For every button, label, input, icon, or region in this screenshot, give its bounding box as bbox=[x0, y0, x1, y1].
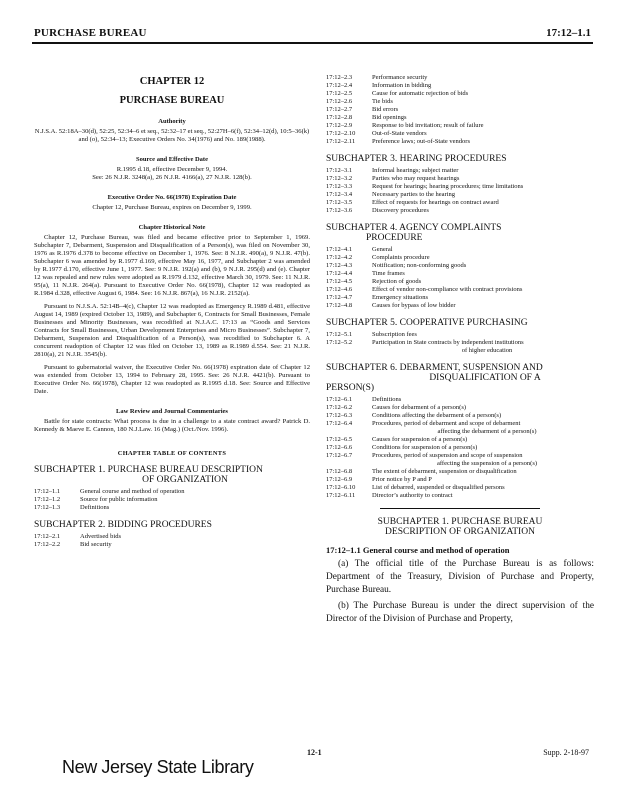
chapter-title: PURCHASE BUREAU bbox=[119, 95, 225, 106]
toc-subchapter-3-heading: SUBCHAPTER 3. HEARING PROCEDURES bbox=[326, 154, 507, 164]
list-item: 17:12–2.1 Advertised bids bbox=[34, 533, 121, 540]
body-subchapter-1-heading: SUBCHAPTER 1. PURCHASE BUREAU DESCRIPTION OF ORGANIZATION bbox=[377, 517, 543, 537]
eo-heading: Executive Order No. 66(1978) Expiration Date bbox=[107, 194, 237, 201]
paragraph-a: (a) The official title of the Purchase Bureau is as follows: Department of the Treasury, Division of Purchase and Property, Purchase Bureau. bbox=[326, 559, 594, 595]
toc-subchapter-2-continued bbox=[326, 74, 594, 146]
list-item: 17:12–6.8 The extent of debarment, suspension or disqualification bbox=[326, 468, 517, 475]
list-item: 17:12–4.6 Effect of vendor non-compliance with contract provisions bbox=[326, 286, 523, 293]
list-item: 17:12–5.1 Subscription fees bbox=[326, 331, 417, 338]
list-item: 17:12–6.9 Prior notice by P and P bbox=[326, 476, 432, 483]
toc-subchapter-1-list bbox=[34, 488, 310, 512]
list-item: 17:12–4.1 General bbox=[326, 246, 393, 253]
list-item: 17:12–2.11 Preference laws; out-of-State vendors bbox=[326, 138, 471, 145]
chapter-number: CHAPTER 12 bbox=[139, 76, 205, 87]
list-item: 17:12–4.2 Complaints procedure bbox=[326, 254, 430, 261]
toc-heading: CHAPTER TABLE OF CONTENTS bbox=[117, 450, 227, 457]
list-item: 17:12–4.8 Causes for bypass of low bidder bbox=[326, 302, 456, 309]
list-item: 17:12–6.6 Conditions for suspension of a person(s) bbox=[326, 444, 478, 451]
list-item: 17:12–1.2 Source for public information bbox=[34, 496, 158, 503]
running-head-title: PURCHASE BUREAU bbox=[34, 27, 147, 39]
library-stamp: New Jersey State Library bbox=[62, 757, 254, 777]
list-item: 17:12–3.2 Parties who may request hearings bbox=[326, 175, 460, 182]
list-item: 17:12–6.10 List of debarred, suspended or disqualified persons bbox=[326, 484, 505, 491]
source-heading: Source and Effective Date bbox=[136, 156, 208, 163]
list-item: 17:12–4.3 Notification; non-conforming goods bbox=[326, 262, 467, 269]
list-item: 17:12–1.3 Definitions bbox=[34, 504, 110, 511]
list-item: 17:12–3.6 Discovery procedures bbox=[326, 207, 429, 214]
toc-subchapter-5-heading: SUBCHAPTER 5. COOPERATIVE PURCHASING bbox=[326, 318, 528, 328]
toc-subchapter-6-list bbox=[326, 396, 594, 500]
eo-text: Chapter 12, Purchase Bureau, expires on December 9, 1999. bbox=[92, 204, 252, 211]
section-heading bbox=[326, 545, 594, 555]
list-item: 17:12–2.9 Response to bid invitation; result of failure bbox=[326, 122, 484, 129]
list-item: 17:12–2.3 Performance security bbox=[326, 74, 428, 81]
list-item: 17:12–4.4 Time frames bbox=[326, 270, 405, 277]
paragraph-b: (b) The Purchase Bureau is under the direct supervision of the Director of the Division of Purchase and Property, bbox=[326, 601, 594, 624]
list-item: 17:12–6.2 Causes for debarment of a person(s) bbox=[326, 404, 467, 411]
toc-subchapter-4-list bbox=[326, 246, 594, 310]
toc-subchapter-6-heading: SUBCHAPTER 6. DEBARMENT, SUSPENSION AND DISQUALIFICATION OF A PERSON(S) bbox=[326, 363, 543, 393]
running-head-section: 17:12–1.1 bbox=[546, 27, 591, 39]
toc-subchapter-1-heading: SUBCHAPTER 1. PURCHASE BUREAU DESCRIPTION OF ORGANIZATION bbox=[34, 465, 263, 485]
list-item: 17:12–6.5 Causes for suspension of a person(s) bbox=[326, 436, 468, 443]
list-item: 17:12–3.4 Necessary parties to the hearing bbox=[326, 191, 456, 198]
list-item: 17:12–6.11 Director’s authority to contract bbox=[326, 492, 453, 499]
list-item: 17:12–2.5 Cause for automatic rejection of bids bbox=[326, 90, 469, 97]
list-item: 17:12–2.7 Bid errors bbox=[326, 106, 399, 113]
right-column bbox=[326, 74, 594, 626]
list-item: 17:12–1.1 General course and method of operation bbox=[34, 488, 185, 495]
list-item: 17:12–4.5 Rejection of goods bbox=[326, 278, 422, 285]
toc-subchapter-3-list bbox=[326, 167, 594, 215]
source-text-2: See: 26 N.J.R. 3248(a), 26 N.J.R. 4166(a), 27 N.J.R. 128(b). bbox=[92, 174, 252, 181]
supplement-date: Supp. 2-18-97 bbox=[543, 748, 589, 757]
list-item: 17:12–6.7 Procedures, period of suspension and scope of suspension affecting the suspension of a person(s) bbox=[326, 452, 538, 467]
list-item: 17:12–2.10 Out-of-State vendors bbox=[326, 130, 427, 137]
toc-subchapter-2-heading: SUBCHAPTER 2. BIDDING PROCEDURES bbox=[34, 520, 212, 530]
authority-text: N.J.S.A. 52:18A–30(d), 52:25, 52:34–6 et seq., 52:32–17 et seq., 52:27H–6(f), 52:34–12(d), 10:5–36(k) and (o), 52:34–13; Executive Orders No. 34(1976) and No. 189(1988). bbox=[34, 128, 310, 143]
authority-heading: Authority bbox=[158, 118, 186, 125]
toc-subchapter-5-list bbox=[326, 331, 594, 355]
list-item: 17:12–5.2 Participation in State contracts by independent institutions of higher education bbox=[326, 339, 524, 354]
historical-note-heading: Chapter Historical Note bbox=[138, 224, 206, 231]
law-review-text: Battle for state contracts: What process is due in a challenge to a state contract award? Patrick D. Kennedy & Maeve E. Cannon, 180 N.J.Law. 16 (Mag.) (Oct./Nov. 1996). bbox=[34, 418, 310, 433]
list-item: 17:12–3.3 Request for hearings; hearing procedures; time limitations bbox=[326, 183, 524, 190]
source-text-1: R.1995 d.18, effective December 9, 1994. bbox=[116, 166, 228, 173]
section-number: 17:12–1.1 bbox=[326, 545, 361, 555]
section-title: General course and method of operation bbox=[362, 545, 510, 555]
historical-note-p2: Pursuant to N.J.S.A. 52:14B–4(c), Chapter 12 was readopted as Emergency R.1989 d.481, effective August 14, 1989 (expired October 13, 1989), and Subchapter 6, Contracts for Small Businesses, Female Businesses and Minority Businesses, was recodified at N.J.A.C. 17:13 as “Goods and Services Contracts for Small Businesses, Urban Development Enterprises and Micro Businesses”. Subchapter 7, Debarment, Suspension and Disqualification of a Person(s), was recodified to Subchapter 6. A concurrent readoption of Chapter 12 was filed on October 13, 1989 as R.1989 d.554. See: 21 N.J.R. 2810(a), 21 N.J.R. 3545(b). bbox=[34, 303, 310, 358]
toc-subchapter-2-list bbox=[34, 533, 310, 549]
list-item: 17:12–2.4 Information in bidding bbox=[326, 82, 432, 89]
list-item: 17:12–3.1 Informal hearings; subject matter bbox=[326, 167, 459, 174]
law-review-heading: Law Review and Journal Commentaries bbox=[116, 408, 228, 415]
list-item: 17:12–6.1 Definitions bbox=[326, 396, 402, 403]
list-item: 17:12–2.2 Bid security bbox=[34, 541, 112, 548]
historical-note-p3: Pursuant to gubernatorial waiver, the Executive Order No. 66(1978) expiration date of Chapter 12 was extended from October 13, 1994 to February 28, 1995. See: 26 N.J.R. 4421(b). Pursuant to Executive Order No. 66(1978), Chapter 12 was readopted as R.1995 d.18. See: Source and Effective Date. bbox=[34, 364, 310, 395]
list-item: 17:12–2.6 Tie bids bbox=[326, 98, 393, 105]
list-item: 17:12–2.8 Bid openings bbox=[326, 114, 407, 121]
list-item: 17:12–4.7 Emergency situations bbox=[326, 294, 429, 301]
list-item: 17:12–6.4 Procedures, period of debarment and scope of debarment affecting the debarment of a person(s) bbox=[326, 420, 537, 435]
list-item: 17:12–6.3 Conditions affecting the debarment of a person(s) bbox=[326, 412, 502, 419]
running-head bbox=[32, 26, 593, 44]
toc-subchapter-4-heading: SUBCHAPTER 4. AGENCY COMPLAINTS PROCEDURE bbox=[326, 223, 502, 243]
left-column bbox=[34, 64, 310, 549]
list-item: 17:12–3.5 Effect of requests for hearings on contract award bbox=[326, 199, 499, 206]
section-divider bbox=[380, 508, 540, 509]
historical-note-p1: Chapter 12, Purchase Bureau, was filed and became effective prior to September 1, 1969. Subchapter 7, Debarment, Suspension and Disqualification of a Person(s), was filed on November 30, 1976 as R.1976 d.378 to become effective on December 1, 1976. See: 8 N.J.R. 490(a), 9 N.J.R. 47(b). Subchapter 6 was amended by R.1977 d.169, effective May 16, 1977, and Subchapter 2 was amended by R.1977 d.170, effective June 1, 1977. See: 9 N.J.R. 192(a) and (b), 9 N.J.R. 295(d) and (e). Chapter 12 was repealed and new rules were adopted as R.1979 d.132, effective March 30, 1979. See: 11 N.J.R. 95(a), 11 N.J.R. 264(a). Pursuant to Executive Order No. 66(1978), Chapter 12 was readopted as R.1984 d.328, effective August 6, 1984. See: 16 N.J.R. 867(a), 16 N.J.R. 2152(a). bbox=[34, 234, 310, 297]
page-number: 12-1 bbox=[307, 748, 322, 757]
